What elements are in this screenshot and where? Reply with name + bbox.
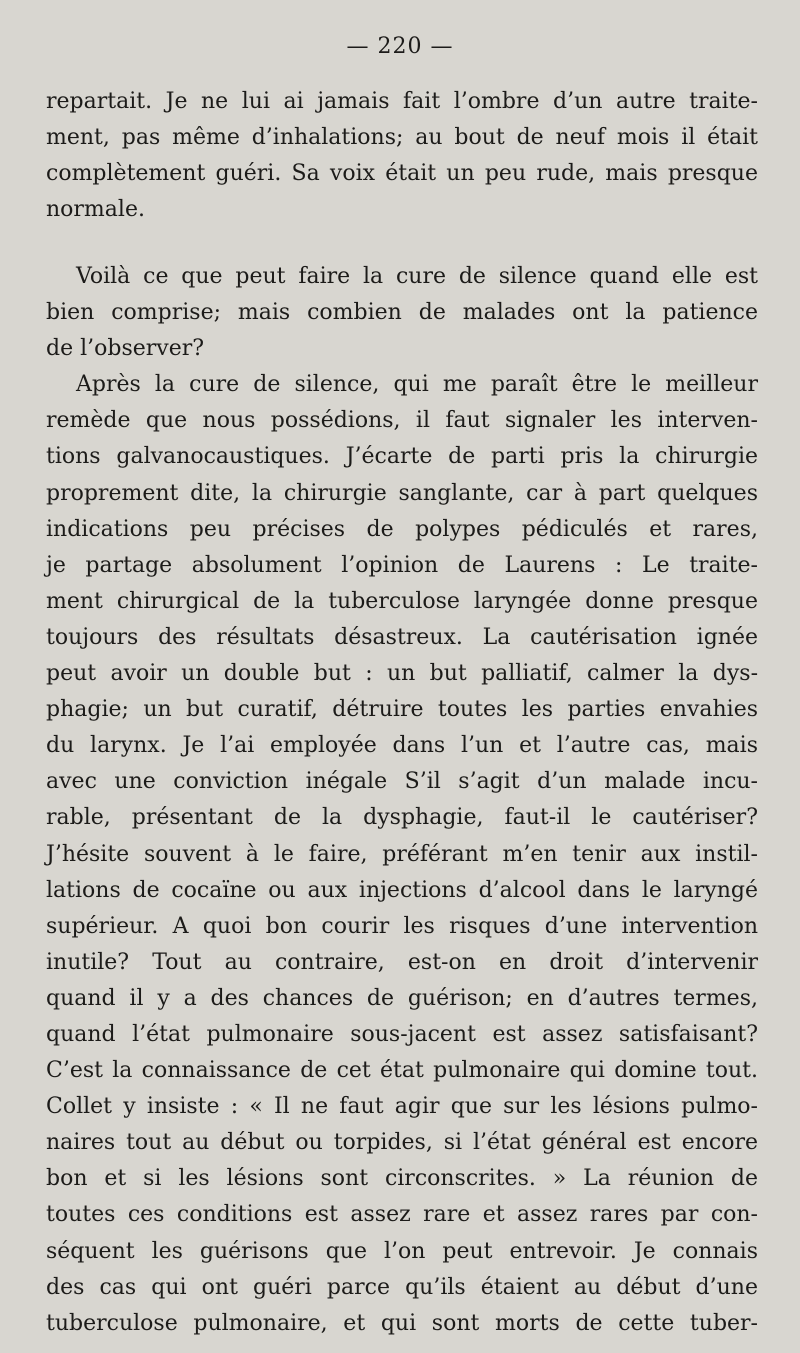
text-line: J’hésite souvent à le faire, préférant m’en tenir aux instil-	[46, 841, 758, 867]
text-line: avec une conviction inégale S’il s’agit d’un malade incu-	[46, 769, 758, 795]
text-line: ment, pas même d’inhalations; au bout de neuf mois il était	[46, 125, 758, 151]
text-line: C’est la connaissance de cet état pulmonaire qui domine tout.	[46, 1058, 758, 1084]
text-line: lations de cocaïne ou aux injections d’alcool dans le laryngé	[46, 877, 758, 903]
text-line: supérieur. A quoi bon courir les risques d’une intervention	[46, 913, 758, 939]
text-line: naires tout au début ou torpides, si l’état général est encore	[46, 1130, 758, 1156]
text-line: phagie; un but curatif, détruire toutes les parties envahies	[46, 697, 758, 723]
text-line: complètement guéri. Sa voix était un peu rude, mais presque	[46, 161, 758, 187]
text-line: du larynx. Je l’ai employée dans l’un et l’autre cas, mais	[46, 733, 758, 759]
text-line: normale.	[46, 197, 145, 223]
text-line: tions galvanocaustiques. J’écarte de parti pris la chirurgie	[46, 444, 758, 470]
text-line: remède que nous possédions, il faut signaler les interven-	[46, 408, 758, 434]
text-line: indications peu précises de polypes pédiculés et rares,	[46, 516, 758, 542]
text-line: peut avoir un double but : un but palliatif, calmer la dys-	[46, 661, 758, 687]
text-line: Collet y insiste : « Il ne faut agir que sur les lésions pulmo-	[46, 1094, 758, 1120]
text-line: tuberculose pulmonaire, et qui sont morts de cette tuber-	[46, 1310, 758, 1336]
text-line: Voilà ce que peut faire la cure de silence quand elle est	[76, 264, 758, 289]
text-line: rable, présentant de la dysphagie, faut-il le cautériser?	[46, 805, 758, 831]
text-line: Après la cure de silence, qui me paraît être le meilleur	[76, 372, 758, 398]
text-line: ment chirurgical de la tuberculose laryngée donne presque	[46, 588, 758, 614]
body-text	[46, 259, 758, 1342]
page-number: — 220 —	[346, 34, 454, 59]
paragraph-continued	[46, 84, 758, 228]
text-line: quand il y a des chances de guérison; en d’autres termes,	[46, 985, 758, 1011]
text-line: toujours des résultats désastreux. La cautérisation ignée	[46, 624, 758, 650]
text-line: toutes ces conditions est assez rare et assez rares par con-	[46, 1202, 758, 1228]
text-line: des cas qui ont guéri parce qu’ils étaient au début d’une	[46, 1274, 758, 1300]
text-line: séquent les guérisons que l’on peut entrevoir. Je connais	[46, 1238, 758, 1264]
text-line: je partage absolument l’opinion de Laurens : Le traite-	[46, 552, 758, 578]
text-line: proprement dite, la chirurgie sanglante, car à part quelques	[46, 480, 758, 506]
text-line: de l’observer?	[46, 336, 205, 362]
text-line: bien comprise; mais combien de malades ont la patience	[46, 300, 758, 326]
text-line: bon et si les lésions sont circonscrites. » La réunion de	[46, 1166, 758, 1192]
text-line: quand l’état pulmonaire sous-jacent est assez satisfaisant?	[46, 1021, 758, 1047]
text-line: repartait. Je ne lui ai jamais fait l’ombre d’un autre traite-	[46, 89, 758, 114]
text-line: inutile? Tout au contraire, est-on en droit d’intervenir	[46, 949, 758, 975]
